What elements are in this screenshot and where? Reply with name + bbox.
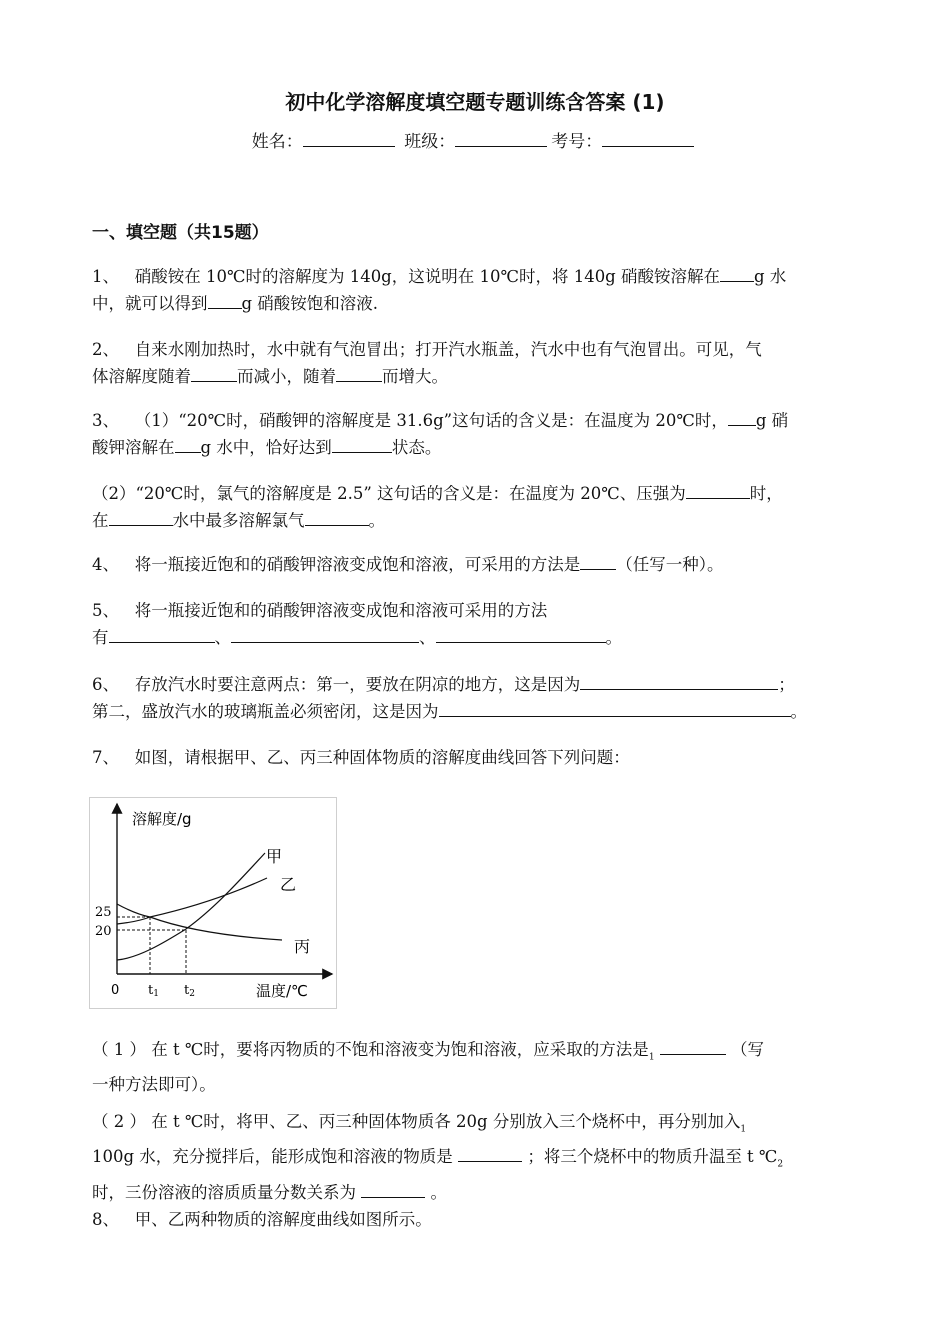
question-text: 将一瓶接近饱和的硝酸钾溶液变成饱和溶液，可采用的方法是: [134, 555, 581, 574]
subscript: 1: [648, 1052, 655, 1063]
answer-blank[interactable]: [175, 435, 201, 453]
number-label: 考号：: [551, 132, 603, 152]
answer-blank[interactable]: [336, 364, 382, 382]
answer-blank[interactable]: [208, 291, 242, 309]
question-text: （ 1 ） 在 t ℃时，要将丙物质的不饱和溶液变为饱和溶液，应采取的方法是: [92, 1040, 649, 1059]
class-blank[interactable]: [455, 130, 547, 147]
answer-blank[interactable]: [686, 481, 750, 499]
answer-blank[interactable]: [458, 1144, 522, 1162]
question-text: 中，就可以得到: [92, 294, 208, 313]
answer-blank[interactable]: [231, 625, 419, 643]
question-number: 3、: [92, 411, 119, 430]
question-number: 2、: [92, 340, 119, 359]
origin-label: 0: [111, 983, 120, 998]
question-text: ；将三个烧杯中的物质升温至 t ℃: [527, 1147, 778, 1167]
question-number: 5、: [92, 601, 119, 620]
x-axis-label: 温度/℃: [256, 982, 308, 1000]
question-text: （1）“20℃时，硝酸钾的溶解度是 31.6g”这句话的含义是：在温度为 20℃时，: [134, 411, 728, 430]
subscript: 1: [740, 1124, 747, 1135]
question-text: 存放汽水时要注意两点：第一，要放在阴凉的地方，这是因为: [134, 675, 581, 694]
y-tick-20: 20: [95, 924, 112, 939]
answer-blank[interactable]: [720, 264, 754, 282]
subscript: 2: [777, 1159, 784, 1170]
question-7-part-2: [92, 1108, 862, 1206]
name-label: 姓名：: [251, 132, 303, 152]
answer-blank[interactable]: [580, 672, 778, 690]
question-text: g 硝: [755, 411, 789, 430]
question-text: 水中最多溶解氯气: [172, 511, 305, 530]
question-number: 4、: [92, 555, 119, 574]
question-4: [92, 551, 862, 578]
question-3: [92, 407, 862, 461]
question-5: [92, 597, 862, 651]
question-text: 硝酸铵在 10℃时的溶解度为 140g，这说明在 10℃时，将 140g 硝酸铵溶解在: [134, 267, 720, 286]
question-text: 100g 水，充分搅拌后，能形成饱和溶液的物质是: [92, 1147, 453, 1167]
label-jia: 甲: [266, 847, 283, 866]
question-text: 第二，盛放汽水的玻璃瓶盖必须密闭，这是因为: [92, 702, 439, 721]
question-8: [92, 1206, 862, 1233]
y-tick-25: 25: [95, 905, 112, 920]
question-6: [92, 671, 862, 725]
answer-blank[interactable]: [109, 508, 173, 526]
question-text: 自来水刚加热时，水中就有气泡冒出；打开汽水瓶盖，汽水中也有气泡冒出。可见，气: [134, 340, 762, 359]
page-title: 初中化学溶解度填空题专题训练含答案 (1): [285, 90, 665, 114]
answer-blank[interactable]: [332, 435, 392, 453]
question-text: （ 2 ） 在 t ℃时，将甲、乙、丙三种固体物质各 20g 分别放入三个烧杯中，再分别加入: [92, 1112, 741, 1131]
question-text: 一种方法即可）。: [92, 1075, 216, 1095]
answer-blank[interactable]: [191, 364, 237, 382]
answer-blank[interactable]: [305, 508, 369, 526]
question-text: 。: [605, 628, 622, 647]
question-text: 。: [368, 511, 385, 530]
question-text: 甲、乙两种物质的溶解度曲线如图所示。: [134, 1210, 432, 1229]
student-info-line: [0, 127, 950, 152]
answer-blank[interactable]: [439, 699, 791, 717]
solubility-chart-svg: [90, 798, 336, 1008]
question-1: [92, 263, 862, 317]
question-text: （2）“20℃时，氯气的溶解度是 2.5” 这句话的含义是：在温度为 20℃、压强为: [92, 484, 686, 503]
question-text: 而增大。: [382, 367, 448, 386]
question-text: 体溶解度随着: [92, 367, 191, 386]
answer-blank[interactable]: [660, 1037, 726, 1055]
question-text: ；: [778, 675, 795, 694]
question-text: 。: [790, 702, 807, 721]
y-axis-label: 溶解度/g: [132, 810, 192, 828]
answer-blank[interactable]: [728, 408, 756, 426]
question-text: 、: [214, 628, 231, 647]
question-text: g 水: [754, 267, 787, 286]
answer-blank[interactable]: [361, 1180, 425, 1198]
question-number: 1、: [92, 267, 119, 286]
question-text: 如图，请根据甲、乙、丙三种固体物质的溶解度曲线回答下列问题：: [134, 748, 630, 767]
curve-bing: [117, 904, 282, 940]
label-bing: 丙: [294, 937, 311, 956]
class-label: 班级：: [404, 132, 456, 152]
question-text: 状态。: [391, 438, 442, 457]
question-text: 有: [92, 628, 109, 647]
answer-blank[interactable]: [109, 625, 215, 643]
question-text: （任写一种）。: [616, 555, 724, 574]
question-7: [92, 744, 862, 771]
question-text: 而减小，随着: [237, 367, 336, 386]
question-number: 7、: [92, 748, 119, 767]
question-2: [92, 336, 862, 390]
answer-blank[interactable]: [580, 552, 616, 570]
question-3-part-2: [92, 480, 862, 534]
section-heading: 一、填空题（共15题）: [92, 223, 269, 243]
label-yi: 乙: [280, 875, 297, 894]
question-text: 时，三份溶液的溶质质量分数关系为: [92, 1182, 356, 1202]
question-text: 时，: [749, 484, 783, 503]
number-blank[interactable]: [602, 130, 694, 147]
question-text: g 水中，恰好达到: [200, 438, 332, 457]
question-text: 酸钾溶解在: [92, 438, 175, 457]
question-7-part-1: [92, 1036, 862, 1098]
question-text: 、: [419, 628, 436, 647]
question-number: 8、: [92, 1210, 119, 1229]
question-number: 6、: [92, 675, 119, 694]
question-text: （写: [731, 1040, 765, 1059]
x-tick-t2: t2: [184, 983, 195, 999]
question-text: 在: [92, 511, 109, 530]
question-text: g 硝酸铵饱和溶液.: [241, 294, 379, 313]
x-tick-t1: t1: [148, 983, 159, 999]
name-blank[interactable]: [303, 130, 395, 147]
solubility-chart: [89, 797, 337, 1009]
answer-blank[interactable]: [436, 625, 606, 643]
question-text: 将一瓶接近饱和的硝酸钾溶液变成饱和溶液可采用的方法: [134, 601, 548, 620]
question-text: 。: [430, 1182, 447, 1202]
